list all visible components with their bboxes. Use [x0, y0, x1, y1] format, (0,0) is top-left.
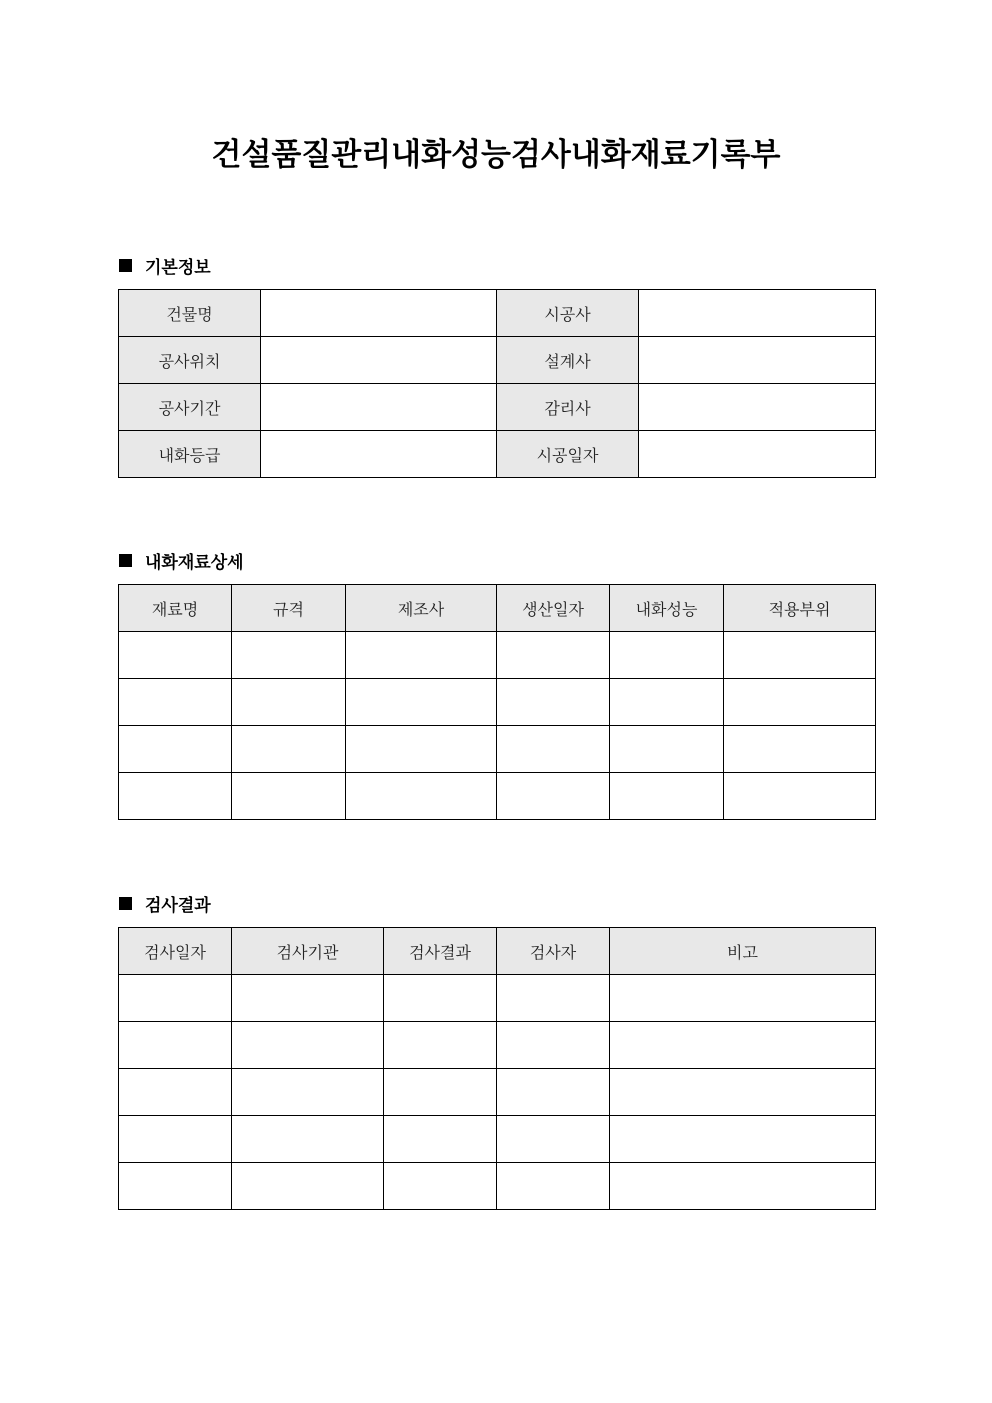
cell-fire-performance[interactable]: [610, 679, 724, 726]
section-heading-material-detail: [119, 548, 244, 572]
cell-material-name[interactable]: [119, 773, 232, 820]
cell-inspector[interactable]: [497, 975, 610, 1022]
table-row: [119, 384, 876, 431]
cell-inspection-agency[interactable]: [232, 1163, 384, 1210]
cell-inspection-date[interactable]: [119, 1163, 232, 1210]
cell-production-date[interactable]: [497, 726, 610, 773]
cell-application-area[interactable]: [724, 726, 876, 773]
cell-inspector[interactable]: [497, 1022, 610, 1069]
cell-inspection-result[interactable]: [384, 975, 497, 1022]
basic-info-table: [118, 289, 876, 478]
column-header-fire-performance: 내화성능: [610, 585, 724, 632]
cell-production-date[interactable]: [497, 632, 610, 679]
cell-inspection-agency[interactable]: [232, 975, 384, 1022]
inspection-result-table: [118, 927, 876, 1210]
input-contractor[interactable]: [639, 290, 876, 337]
cell-fire-performance[interactable]: [610, 726, 724, 773]
cell-inspection-result[interactable]: [384, 1163, 497, 1210]
cell-inspection-agency[interactable]: [232, 1116, 384, 1163]
cell-manufacturer[interactable]: [346, 679, 497, 726]
table-row: [119, 773, 876, 820]
label-fire-rating: 내화등급: [119, 431, 261, 478]
table-row: [119, 1069, 876, 1116]
square-bullet-icon: [119, 897, 132, 910]
table-row: [119, 679, 876, 726]
input-building-name[interactable]: [261, 290, 497, 337]
cell-specification[interactable]: [232, 632, 346, 679]
section-heading-inspection-result: [119, 891, 211, 915]
section-heading-basic-info: [119, 253, 211, 277]
column-header-inspection-date: 검사일자: [119, 928, 232, 975]
table-header-row: [119, 585, 876, 632]
table-row: [119, 726, 876, 773]
cell-specification[interactable]: [232, 726, 346, 773]
cell-remarks[interactable]: [610, 1116, 876, 1163]
section-heading-label: 기본정보: [145, 257, 211, 278]
cell-remarks[interactable]: [610, 1022, 876, 1069]
cell-application-area[interactable]: [724, 679, 876, 726]
cell-material-name[interactable]: [119, 679, 232, 726]
section-heading-label: 내화재료상세: [145, 552, 244, 573]
table-row: [119, 1022, 876, 1069]
input-site-location[interactable]: [261, 337, 497, 384]
table-header-row: [119, 928, 876, 975]
table-row: [119, 431, 876, 478]
cell-manufacturer[interactable]: [346, 726, 497, 773]
cell-remarks[interactable]: [610, 975, 876, 1022]
label-supervisor: 감리사: [497, 384, 639, 431]
table-row: [119, 1116, 876, 1163]
label-contractor: 시공사: [497, 290, 639, 337]
cell-application-area[interactable]: [724, 773, 876, 820]
column-header-manufacturer: 제조사: [346, 585, 497, 632]
column-header-inspector: 검사자: [497, 928, 610, 975]
label-designer: 설계사: [497, 337, 639, 384]
cell-inspection-agency[interactable]: [232, 1022, 384, 1069]
label-construction-date: 시공일자: [497, 431, 639, 478]
column-header-inspection-result: 검사결과: [384, 928, 497, 975]
cell-inspection-agency[interactable]: [232, 1069, 384, 1116]
cell-inspection-date[interactable]: [119, 975, 232, 1022]
square-bullet-icon: [119, 259, 132, 272]
square-bullet-icon: [119, 554, 132, 567]
cell-inspection-result[interactable]: [384, 1022, 497, 1069]
table-row: [119, 1163, 876, 1210]
label-construction-period: 공사기간: [119, 384, 261, 431]
input-construction-period[interactable]: [261, 384, 497, 431]
cell-specification[interactable]: [232, 679, 346, 726]
cell-material-name[interactable]: [119, 726, 232, 773]
label-site-location: 공사위치: [119, 337, 261, 384]
table-row: [119, 290, 876, 337]
cell-application-area[interactable]: [724, 632, 876, 679]
cell-inspector[interactable]: [497, 1163, 610, 1210]
cell-fire-performance[interactable]: [610, 632, 724, 679]
cell-production-date[interactable]: [497, 773, 610, 820]
cell-production-date[interactable]: [497, 679, 610, 726]
input-fire-rating[interactable]: [261, 431, 497, 478]
cell-inspection-date[interactable]: [119, 1116, 232, 1163]
cell-inspection-date[interactable]: [119, 1069, 232, 1116]
table-row: [119, 975, 876, 1022]
column-header-remarks: 비고: [610, 928, 876, 975]
cell-inspector[interactable]: [497, 1069, 610, 1116]
cell-fire-performance[interactable]: [610, 773, 724, 820]
material-detail-table: [118, 584, 876, 820]
cell-remarks[interactable]: [610, 1163, 876, 1210]
table-row: [119, 632, 876, 679]
document-title: 건설품질관리내화성능검사내화재료기록부: [211, 137, 781, 173]
cell-inspection-result[interactable]: [384, 1069, 497, 1116]
column-header-material-name: 재료명: [119, 585, 232, 632]
column-header-specification: 규격: [232, 585, 346, 632]
input-supervisor[interactable]: [639, 384, 876, 431]
cell-material-name[interactable]: [119, 632, 232, 679]
cell-manufacturer[interactable]: [346, 632, 497, 679]
input-construction-date[interactable]: [639, 431, 876, 478]
column-header-production-date: 생산일자: [497, 585, 610, 632]
cell-inspection-date[interactable]: [119, 1022, 232, 1069]
column-header-application-area: 적용부위: [724, 585, 876, 632]
section-heading-label: 검사결과: [145, 895, 211, 916]
input-designer[interactable]: [639, 337, 876, 384]
cell-specification[interactable]: [232, 773, 346, 820]
column-header-inspection-agency: 검사기관: [232, 928, 384, 975]
cell-inspector[interactable]: [497, 1116, 610, 1163]
label-building-name: 건물명: [119, 290, 261, 337]
cell-remarks[interactable]: [610, 1069, 876, 1116]
table-row: [119, 337, 876, 384]
cell-manufacturer[interactable]: [346, 773, 497, 820]
cell-inspection-result[interactable]: [384, 1116, 497, 1163]
